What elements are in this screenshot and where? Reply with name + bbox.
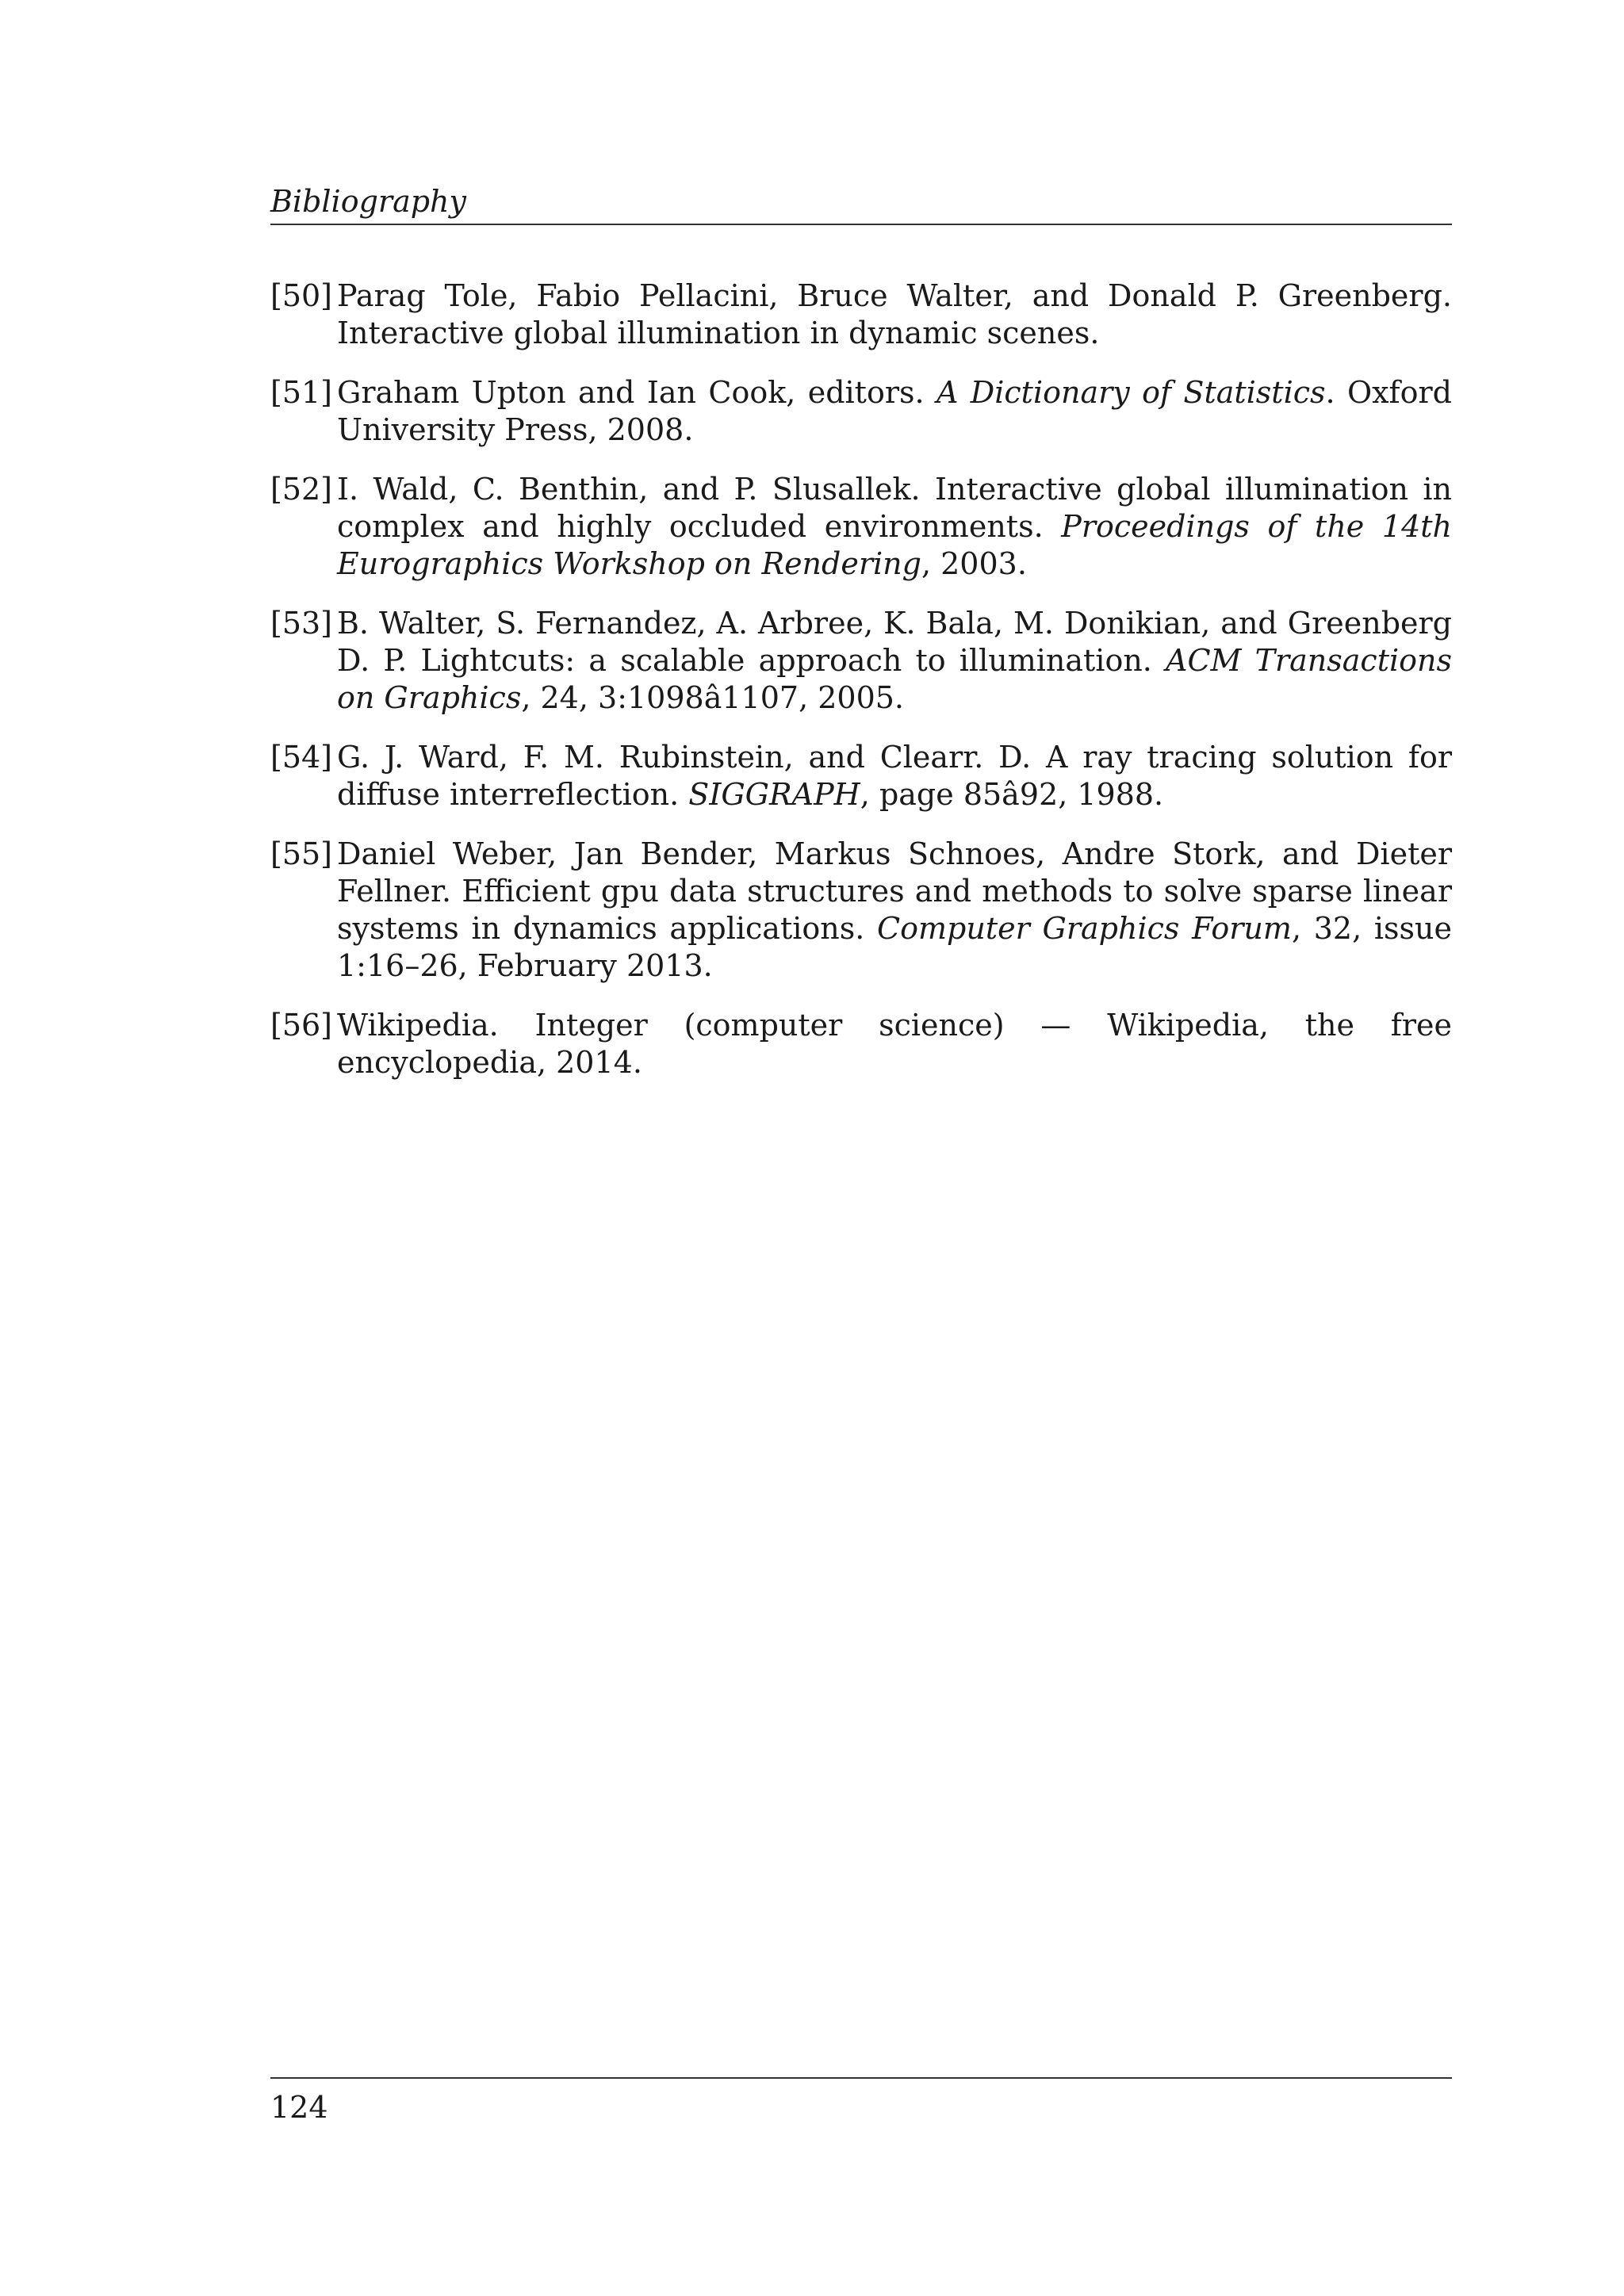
bib-entry <box>270 471 1452 583</box>
bib-entry-part: , 24, 3:1098â1107, 2005. <box>521 680 905 715</box>
bib-entry-text <box>337 374 1452 449</box>
bib-entry-part: , page 85â92, 1988. <box>860 777 1164 812</box>
bib-entry-text <box>337 277 1452 352</box>
bib-entry-venue: Computer Graphics Forum <box>877 911 1292 946</box>
bib-entry-label: [52] <box>270 472 333 507</box>
bib-entry-label: [53] <box>270 606 333 641</box>
page-number: 124 <box>270 2090 328 2125</box>
bib-entry-venue: ACM Transactions on Graphics <box>337 643 1452 715</box>
bib-entry-part: Parag Tole, Fabio Pellacini, Bruce Walter, and Donald P. Greenberg. Interactive global illumination in dynamic scenes. <box>337 278 1452 350</box>
bib-entry <box>270 277 1452 352</box>
bib-entry-label: [50] <box>270 278 333 313</box>
bib-entry-venue: A Dictionary of Statistics <box>936 375 1326 410</box>
bib-entry <box>270 374 1452 449</box>
bib-entry-part: , 2003. <box>921 546 1027 581</box>
bib-entry-part: B. Walter, S. Fernandez, A. Arbree, K. Bala, M. Donikian, and Greenberg D. P. Lightcuts: a scalable approach to illumination. <box>337 606 1452 678</box>
bib-entry-part: G. J. Ward, F. M. Rubinstein, and Clearr. D. A ray tracing solution for diffuse interreflection. <box>337 740 1452 812</box>
running-header-title: Bibliography <box>270 184 466 219</box>
bib-entry-part: , 32, issue 1:16–26, February 2013. <box>337 911 1452 983</box>
bib-entry-part: . Oxford University Press, 2008. <box>337 375 1452 447</box>
bib-entry-part: Daniel Weber, Jan Bender, Markus Schnoes, Andre Stork, and Dieter Fellner. Efficient gpu data structures and methods to solve sparse linear systems in dynamics applications. <box>337 836 1452 946</box>
bib-entry-part: I. Wald, C. Benthin, and P. Slusallek. Interactive global illumination in complex and highly occluded environments. <box>337 472 1452 544</box>
bib-entry-text <box>337 1007 1452 1081</box>
bib-entry <box>270 605 1452 717</box>
bib-entry-part: Graham Upton and Ian Cook, editors. <box>337 375 936 410</box>
bib-entry-label: [55] <box>270 836 333 871</box>
bib-entry-venue: SIGGRAPH <box>688 777 860 812</box>
bib-entry <box>270 836 1452 985</box>
bib-entry-label: [54] <box>270 740 333 775</box>
bib-entry-text <box>337 471 1452 583</box>
bib-entry-label: [56] <box>270 1008 333 1043</box>
bib-entry-label: [51] <box>270 375 333 410</box>
bib-entry-venue: Proceedings of the 14th Eurographics Workshop on Rendering <box>337 509 1452 581</box>
bib-entry-text <box>337 739 1452 813</box>
bib-entry-part: Wikipedia. Integer (computer science) — Wikipedia, the free encyclopedia, 2014. <box>337 1008 1452 1080</box>
bib-entry-text <box>337 836 1452 985</box>
running-footer <box>270 2077 1452 2125</box>
bib-entry <box>270 739 1452 813</box>
bib-entry <box>270 1007 1452 1081</box>
bibliography-list <box>270 277 1452 1104</box>
running-header <box>270 178 1452 225</box>
bib-entry-text <box>337 605 1452 717</box>
